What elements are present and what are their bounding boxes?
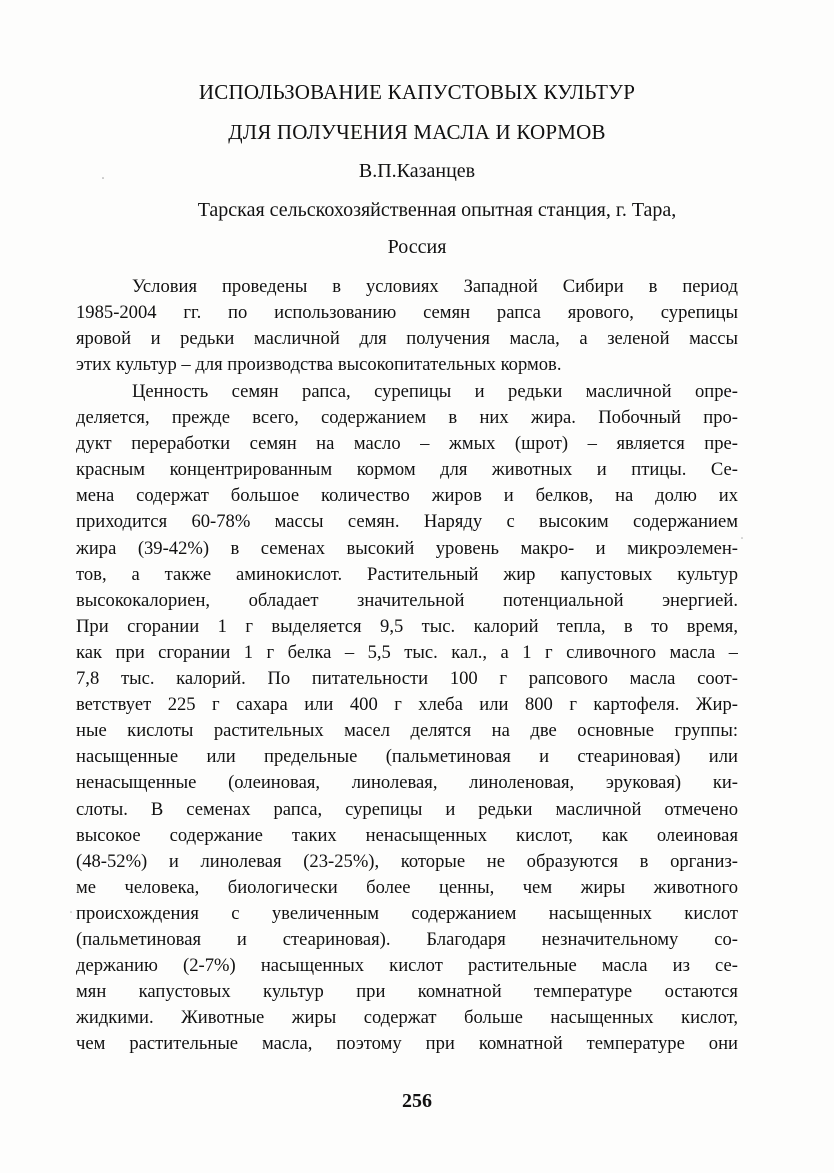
article-title-line-1: ИСПОЛЬЗОВАНИЕ КАПУСТОВЫХ КУЛЬТУР: [198, 80, 636, 104]
text-line: При сгорании 1 г выделяется 9,5 тыс. калорий тепла, в то время,: [76, 615, 738, 637]
text-line: тов, а также аминокислот. Растительный жир капустовых культур: [76, 563, 738, 585]
text-line: происхождения с увеличенным содержанием насыщенных кислот: [76, 902, 738, 924]
text-line: слоты. В семенах рапса, сурепицы и редьки масличной отмечено: [76, 798, 738, 820]
text-line: (пальметиновая и стеариновая). Благодаря незначительному со-: [76, 928, 738, 950]
affiliation-line-2: Россия: [387, 236, 447, 258]
text-line: высокое содержание таких ненасыщенных кислот, как олеиновая: [76, 824, 738, 846]
text-line: Условия проведены в условиях Западной Сибири в период: [132, 276, 738, 297]
text-line: высококалориен, обладает значительной потенциальной энергией.: [76, 589, 738, 611]
text-line: красным концентрированным кормом для животных и птицы. Се-: [76, 459, 738, 481]
text-line: этих культур – для производства высокопитательных кормов.: [76, 354, 562, 376]
scan-speck: [741, 537, 743, 539]
text-line: ветствует 225 г сахара или 400 г хлеба или 800 г картофеля. Жир-: [76, 694, 738, 716]
page-number: 256: [402, 1090, 432, 1112]
text-line: мян капустовых культур при комнатной температуре остаются: [76, 981, 738, 1003]
text-line: Ценность семян рапса, сурепицы и редьки масличной опре-: [132, 381, 738, 402]
affiliation-line-1: Тарская сельскохозяйственная опытная станция, г. Тара,: [197, 199, 677, 221]
text-line: деляется, прежде всего, содержанием в них жира. Побочный про-: [76, 407, 738, 429]
text-line: жидкими. Животные жиры содержат больше насыщенных кислот,: [76, 1007, 738, 1029]
text-line: ные кислоты растительных масел делятся на две основные группы:: [76, 720, 738, 742]
text-line: 7,8 тыс. калорий. По питательности 100 г рапсового масла соот-: [76, 668, 738, 690]
scan-speck: [70, 911, 72, 913]
paragraph-1: [76, 274, 738, 378]
author-name: В.П.Казанцев: [358, 160, 476, 182]
text-line: дукт переработки семян на масло – жмых (шрот) – является пре-: [76, 433, 738, 455]
text-line: жира (39-42%) в семенах высокий уровень макро- и микроэлемен-: [76, 537, 738, 559]
text-line: насыщенные или предельные (пальметиновая и стеариновая) или: [76, 746, 738, 768]
text-line: ненасыщенные (олеиновая, линолевая, линоленовая, эруковая) ки-: [76, 772, 738, 794]
text-line: как при сгорании 1 г белка – 5,5 тыс. кал., а 1 г сливочного масла –: [76, 641, 738, 663]
paragraph-2: [76, 379, 738, 1057]
text-line: 1985-2004 гг. по использованию семян рапса ярового, сурепицы: [76, 302, 738, 324]
text-line: чем растительные масла, поэтому при комнатной температуре они: [76, 1033, 738, 1055]
text-line: мена содержат большое количество жиров и белков, на долю их: [76, 485, 738, 507]
text-line: приходится 60-78% массы семян. Наряду с высоким содержанием: [76, 511, 738, 533]
text-line: яровой и редьки масличной для получения масла, а зеленой массы: [76, 328, 738, 350]
text-line: держанию (2-7%) насыщенных кислот растительные масла из се-: [76, 955, 738, 977]
article-title-line-2: ДЛЯ ПОЛУЧЕНИЯ МАСЛА И КОРМОВ: [228, 120, 606, 144]
text-line: (48-52%) и линолевая (23-25%), которые не образуются в организ-: [76, 850, 738, 872]
text-line: ме человека, биологически более ценны, чем жиры животного: [76, 876, 738, 898]
